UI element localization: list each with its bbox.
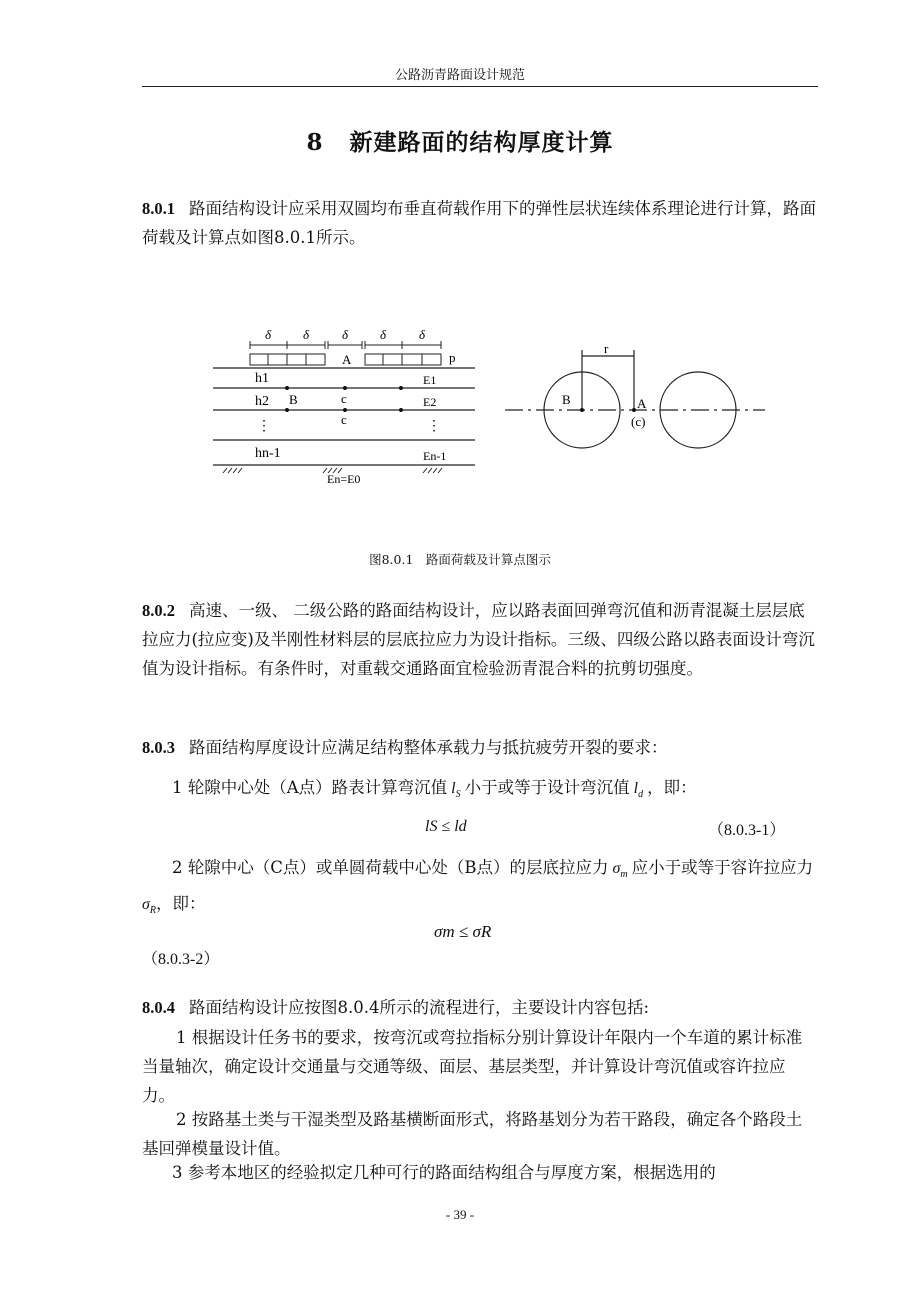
dual-circle-load (505, 350, 765, 448)
chapter-number: 8 (306, 129, 324, 156)
symbol-ld: $l_d$ (629, 780, 644, 801)
page-number: - 39 - (445, 1207, 475, 1222)
section-8-0-1 (142, 194, 818, 252)
subgrade-modulus: En=E0 (327, 472, 361, 486)
point-c-label: c (341, 412, 347, 427)
delta-label: δ (341, 327, 349, 342)
layer-hn-1: hn-1 (255, 446, 281, 461)
modulus-e2: E2 (423, 395, 437, 409)
chapter-title-text: 新建路面的结构厚度计算 (349, 129, 614, 156)
point-a-label: A (342, 352, 352, 367)
equation-8-0-3-1: lS ≤ ld (425, 818, 467, 835)
figure-caption: 图8.0.1 路面荷载及计算点图示 (369, 552, 551, 567)
list-item: 2 按路基土类与干湿类型及路基横断面形式，将路基划分为若干路段，确定各个路段土基回弹模量设计值。 (142, 1110, 803, 1158)
list-item: 1 根据设计任务书的要求，按弯沉或弯拉指标分别计算设计年限内一个车道的累计标准当量轴次，确定设计交通量与交通等级、面层、基层类型，并计算设计弯沉值或容许拉应力。 (142, 1028, 803, 1105)
plan-point-b: B (562, 392, 571, 407)
plan-point-a: A (637, 396, 647, 411)
plan-point-c: (c) (631, 414, 646, 429)
header-rule (142, 86, 818, 87)
section-text: 高速、一级、 二级公路的路面结构设计，应以路表面回弹弯沉值和沥青混凝土层层底拉应力(拉应变)及半刚性材料层的层底拉应力为设计指标。三级、四级公路以路表面设计弯沉值为设计指标。有条件时，对重载交通路面宜检验沥青混合料的抗剪切强度。 (142, 601, 815, 678)
point-c-label: c (341, 391, 347, 406)
symbol-ls: $l_S$ (447, 780, 461, 801)
chapter-title (0, 124, 920, 157)
delta-label: δ (302, 327, 310, 342)
item-8-0-3-1: 1 轮隙中心处（A点）路表计算弯沉值 $l_S$ 小于或等于设计弯沉值 $l_d$ ，即： (172, 778, 697, 801)
modulus-e1: E1 (423, 373, 437, 387)
modulus-en-1: En-1 (423, 449, 447, 463)
section-8-0-3 (142, 733, 818, 762)
section-number: 8.0.2 (142, 601, 175, 620)
equation-number: （8.0.3-1） (708, 822, 786, 839)
section-text: 路面结构设计应按图8.0.4所示的流程进行，主要设计内容包括: (189, 998, 650, 1017)
item-8-0-3-2: 2 轮隙中心（C点）或单圆荷载中心处（B点）的层底拉应力 $\sigma_m$ 应小于或等于容许拉应力 $\sigma_R$，即： (142, 858, 814, 917)
section-8-0-2 (142, 596, 818, 683)
section-text: 路面结构厚度设计应满足结构整体承载力与抵抗疲劳开裂的要求： (189, 738, 668, 757)
equation-8-0-3-2: σm ≤ σR (434, 922, 492, 941)
symbol-sigma-m: $\sigma_m$ (608, 860, 628, 881)
symbol-sigma-r: $\sigma_R$ (142, 896, 156, 917)
delta-label: δ (379, 327, 387, 342)
modulus-dots: ⋮ (427, 419, 441, 434)
layer-h1: h1 (255, 371, 269, 386)
section-number: 8.0.3 (142, 738, 175, 757)
dimension-lines (250, 341, 441, 349)
section-8-0-4 (142, 993, 818, 1022)
equation-number: （8.0.3-2） (142, 951, 220, 968)
section-text: 路面结构设计应采用双圆均布垂直荷载作用下的弹性层状连续体系理论进行计算，路面荷载及计算点如图8.0.1所示。 (142, 199, 816, 247)
delta-label: δ (264, 327, 272, 342)
layer-dots: ⋮ (257, 419, 271, 434)
section-number: 8.0.4 (142, 998, 175, 1017)
section-number: 8.0.1 (142, 199, 175, 218)
point-b-label: B (289, 392, 298, 407)
figure-load-diagram (205, 320, 780, 495)
load-p-label: p (449, 350, 456, 365)
running-header: 公路沥青路面设计规范 (394, 68, 525, 83)
delta-label: δ (418, 327, 426, 342)
layer-h2: h2 (255, 394, 269, 409)
list-item: 3 参考本地区的经验拟定几种可行的路面结构组合与厚度方案，根据选用的 (172, 1163, 716, 1182)
radius-label: r (604, 341, 609, 356)
